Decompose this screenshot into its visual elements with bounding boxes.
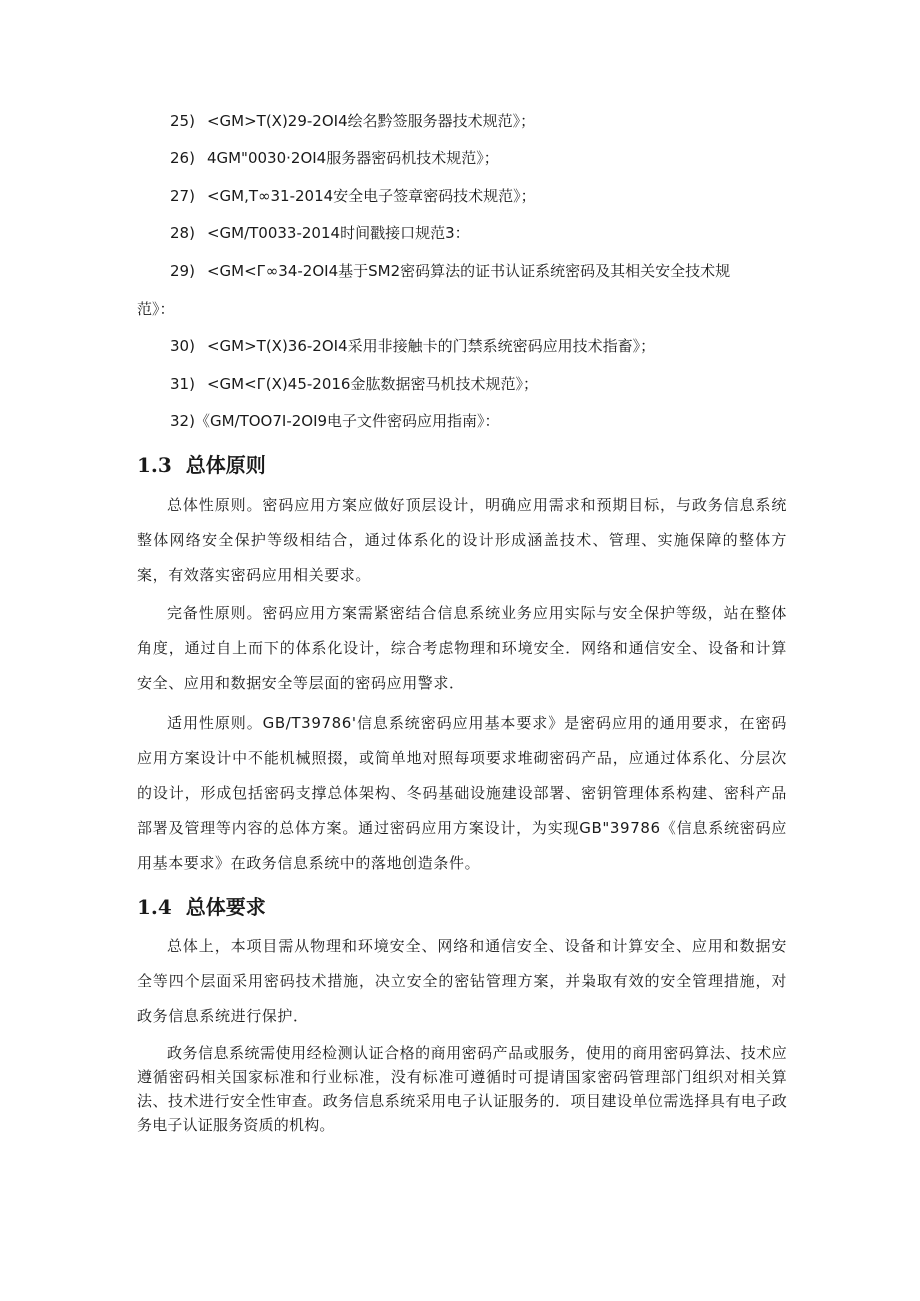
- reference-text: <GM/T0033-2014时间戳接口规范3：: [206, 224, 470, 242]
- reference-number: 27): [170, 187, 195, 205]
- section-title: 总体原则: [185, 453, 266, 477]
- section-number: 1.4: [137, 895, 172, 919]
- reference-item-32: [170, 401, 790, 441]
- reference-number: 28): [170, 224, 195, 242]
- reference-item-28: [170, 213, 790, 253]
- reference-number: 31): [170, 375, 195, 393]
- reference-number: 30): [170, 337, 195, 355]
- paragraph-overall-principle: 总体性原则。密码应用方案应做好顶层设计，明确应用需求和预期目标，与政务信息系统整体网络安全保护等级相结合，通过体系化的设计形成涵盖技术、管理、实施保障的整体方案，有效落实密码应用相关要求。: [137, 496, 787, 584]
- paragraph-completeness-principle: 完备性原则。密码应用方案需紧密结合信息系统业务应用实际与安全保护等级，站在整体角度，通过自上而下的体系化设计，综合考虑物理和环境安全．网络和通信安全、设备和计算安全、应用和数据安全等层面的密码应用警求．: [137, 604, 787, 692]
- reference-text: <GM,T∞31-2014安全电子签章密码技术规范》；: [206, 187, 536, 205]
- reference-item-26: [170, 138, 790, 178]
- section-heading-1-3: [137, 449, 266, 481]
- reference-text: <GM<Г∞34-2OI4基于SM2密码算法的证书认证系统密码及其相关安全技术规: [206, 262, 731, 280]
- reference-text: 4GM"0030·2OI4服务器密码机技术规范》；: [206, 149, 499, 167]
- section-title: 总体要求: [185, 895, 266, 919]
- reference-number: 29): [170, 262, 195, 280]
- reference-item-25: [170, 101, 790, 141]
- paragraph-commercial-crypto-requirement: 政务信息系统需使用经检测认证合格的商用密码产品或服务，使用的商用密码算法、技术应遵循密码相关国家标准和行业标准，没有标准可遵循时可提请国家密码管理部门组织对相关算法、技术进行安全性审查。政务信息系统采用电子认证服务的．项目建设单位需选择具有电子政务电子认证服务资质的机构。: [137, 1044, 787, 1134]
- reference-number: 32): [170, 412, 195, 430]
- paragraph-overall-requirement: 总体上，本项目需从物理和环境安全、网络和通信安全、设备和计算安全、应用和数据安全等四个层面采用密码技术措施，决立安全的密钻管理方案，并枭取有效的安全管理措施，对政务信息系统进行保护．: [137, 937, 787, 1025]
- reference-item-30: [170, 326, 790, 366]
- reference-number: 25): [170, 112, 195, 130]
- section-heading-1-4: [137, 891, 266, 923]
- reference-item-29-continuation: 范》：: [137, 300, 175, 318]
- reference-item-31: [170, 364, 790, 404]
- reference-text: <GM>T(X)36-2OI4采用非接触卡的门禁系统密码应用技术指畜》；: [206, 337, 656, 355]
- reference-item-29: [170, 251, 790, 291]
- reference-number: 26): [170, 149, 195, 167]
- reference-item-27: [170, 176, 790, 216]
- reference-text: <GM>T(X)29-2OI4绘名黔签服务器技术规范》；: [206, 112, 536, 130]
- section-number: 1.3: [137, 453, 172, 477]
- reference-text: 《GM/TOO7I-2OI9电子文件密码应用指南》：: [194, 412, 500, 430]
- reference-text: <GM<Г(X)45-2016金肱数据密马机技术规范》；: [206, 375, 538, 393]
- paragraph-applicability-principle: 适用性原则。GB/T39786'信息系统密码应用基本要求》是密码应用的通用要求，在密码应用方案设计中不能机械照掇，或简单地对照每项要求堆砌密码产品，应通过体系化、分层次的设计，形成包括密码支撑总体架构、冬码基础设施建设部署、密钥管理体系构建、密科产品部署及管理等内容的总体方案。通过密码应用方案设计，为实现GB"39786《信息系统密码应用基本要求》在政务信息系统中的落地创造条件。: [137, 714, 787, 872]
